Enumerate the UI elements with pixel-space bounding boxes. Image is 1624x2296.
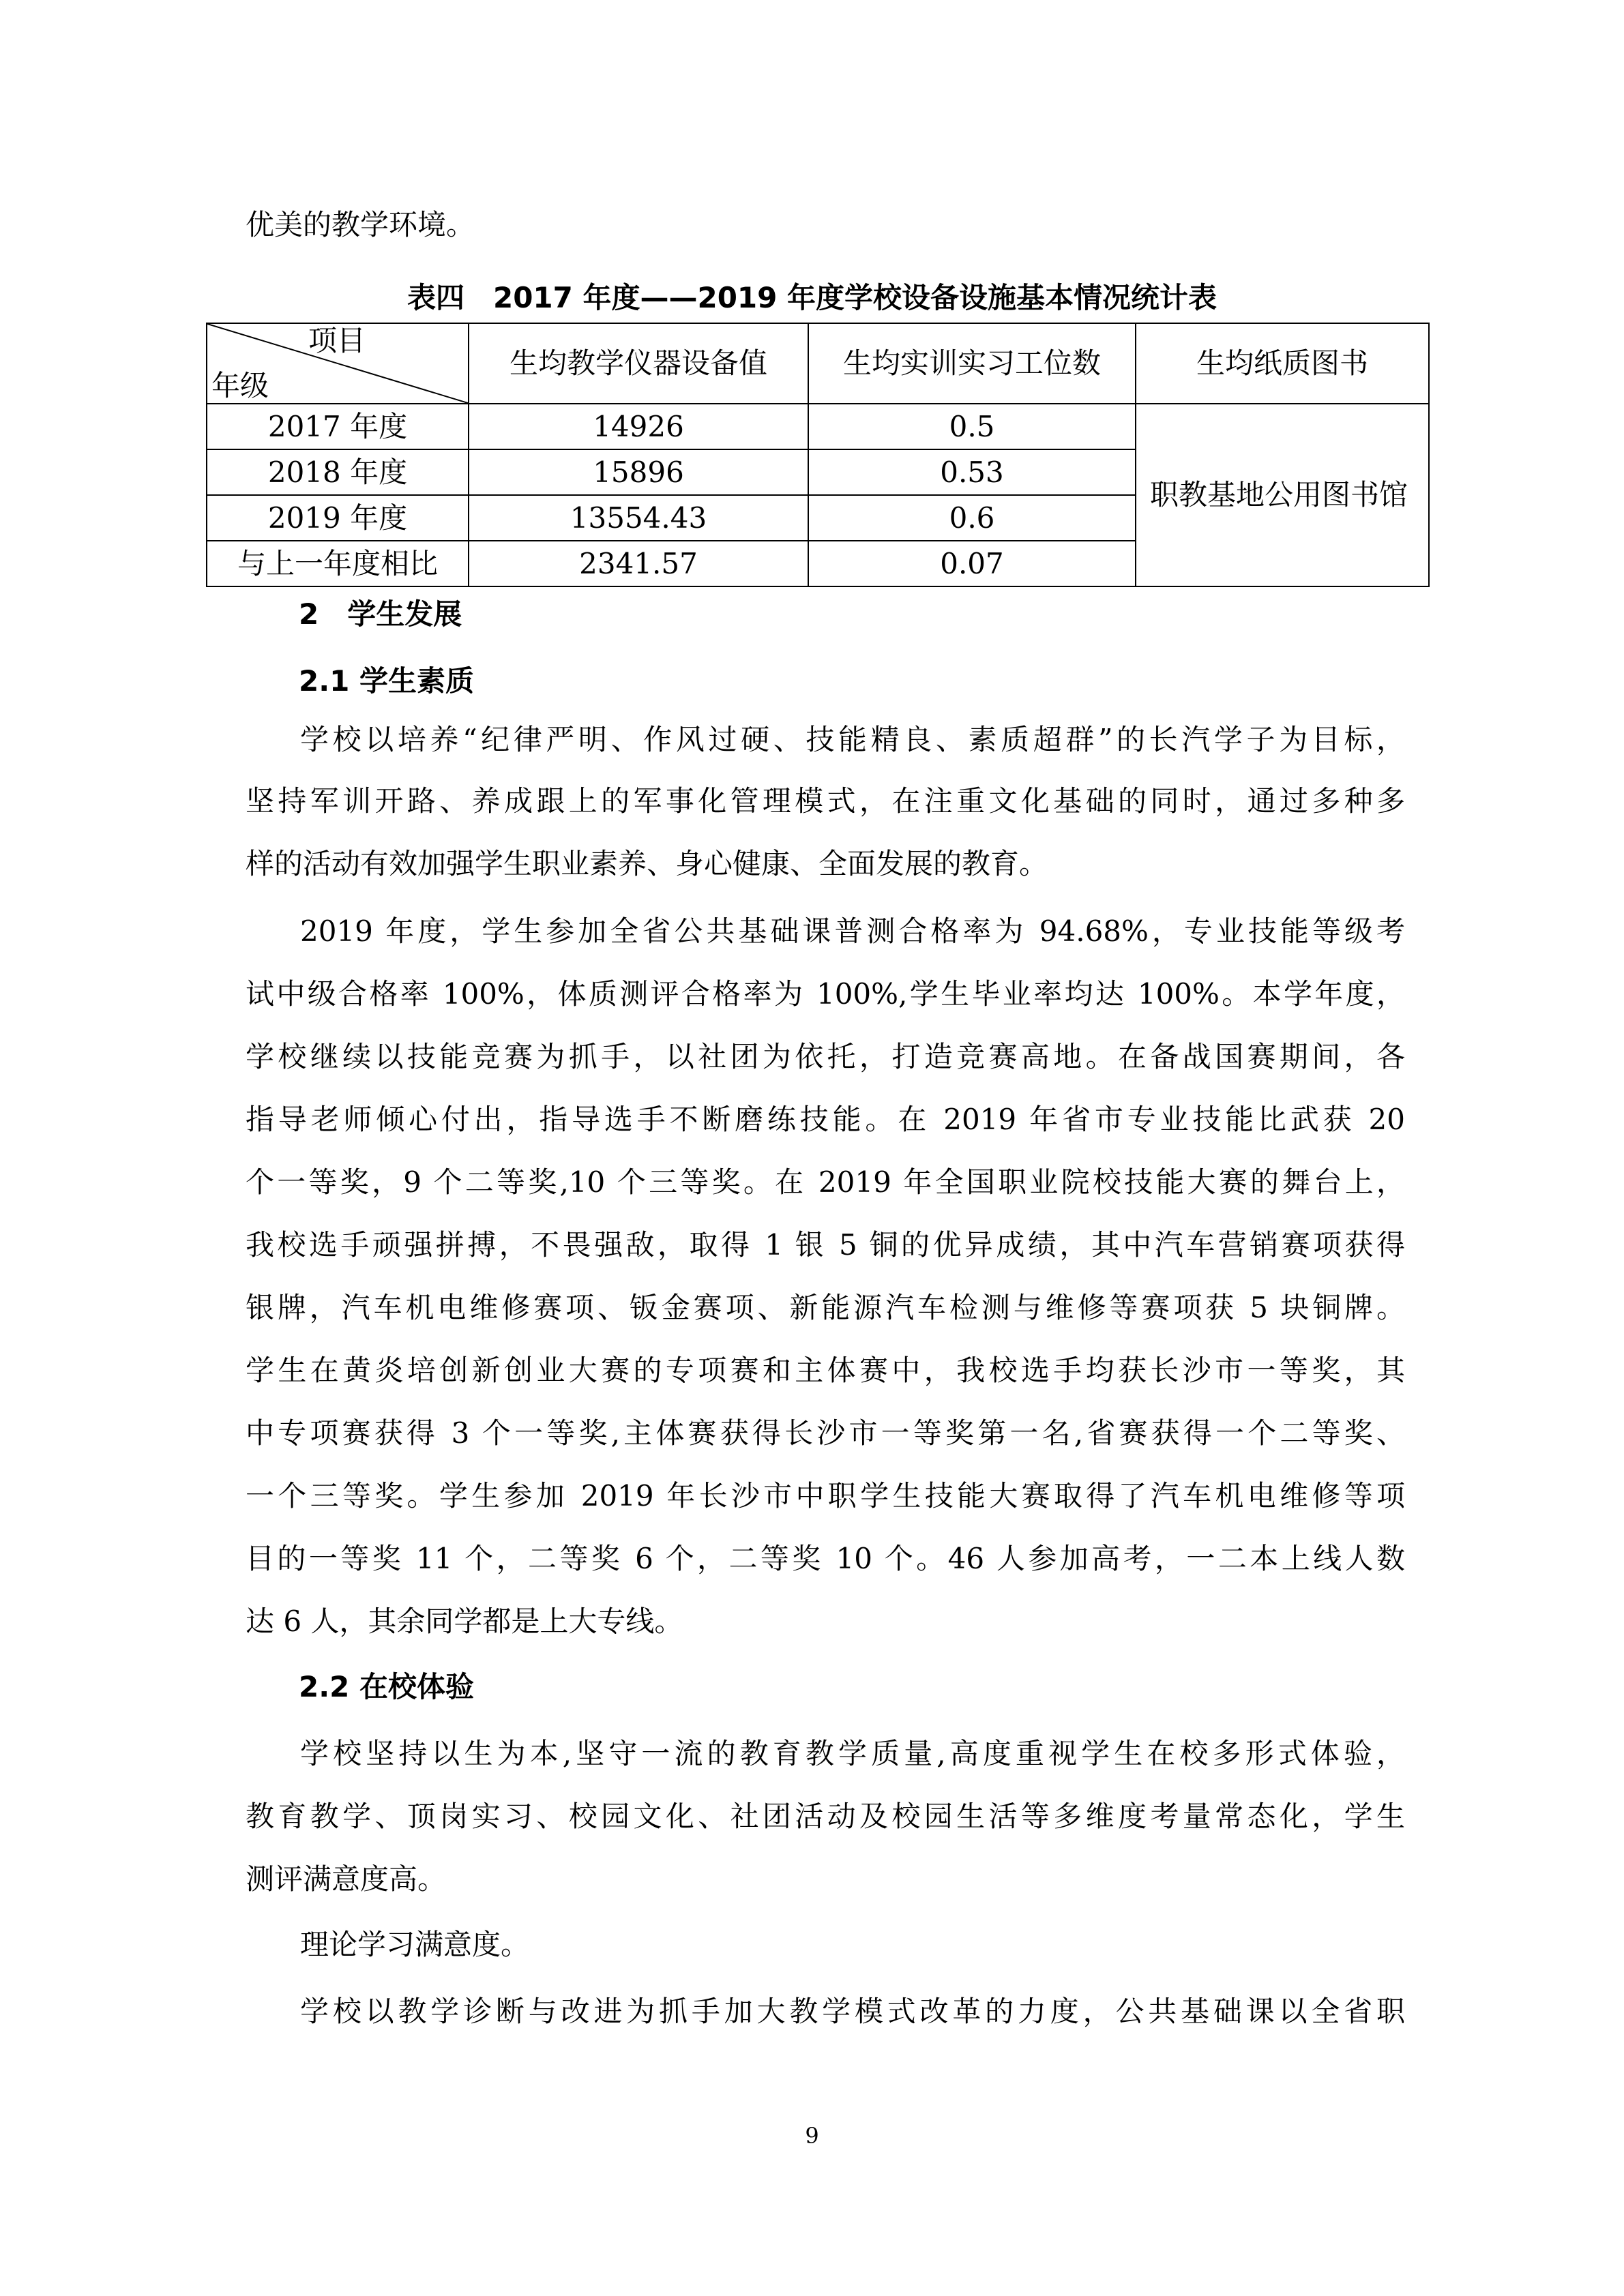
- paragraph-line: 教育教学、顶岗实习、校园文化、社团活动及校园生活等多维度考量常态化，学生: [246, 1800, 1405, 1833]
- subsection-heading: 2.1 学生素质: [299, 664, 475, 698]
- paragraph-line: 个一等奖，9 个二等奖,10 个三等奖。在 2019 年全国职业院校技能大赛的舞台上，: [246, 1165, 1405, 1199]
- row-label: 2018 年度: [207, 449, 469, 495]
- table-row: [207, 404, 1429, 449]
- table-title: 表四 2017 年度——2019 年度学校设备设施基本情况统计表: [407, 281, 1217, 314]
- instrument-value: 2341.57: [469, 541, 808, 586]
- paragraph-line: 指导老师倾心付出，指导选手不断磨练技能。在 2019 年省市专业技能比武获 20: [246, 1103, 1405, 1136]
- paragraph-line: 学生在黄炎培创新创业大赛的专项赛和主体赛中，我校选手均获长沙市一等奖，其: [246, 1354, 1405, 1387]
- corner-header-cell: [207, 323, 469, 404]
- row-label: 2019 年度: [207, 495, 469, 541]
- stations-value: 0.07: [808, 541, 1136, 586]
- paragraph-line: 学校以培养“纪律严明、作风过硬、技能精良、素质超群”的长汽学子为目标，: [300, 723, 1405, 756]
- books-merged-cell: 职教基地公用图书馆: [1136, 404, 1429, 586]
- header-instrument-value: 生均教学仪器设备值: [469, 323, 808, 404]
- paragraph-line: 2019 年度，学生参加全省公共基础课普测合格率为 94.68%，专业技能等级考: [300, 914, 1405, 948]
- corner-label-grade: 年级: [211, 369, 269, 402]
- section-heading: 2 学生发展: [299, 597, 462, 631]
- table-header-row: [207, 323, 1429, 404]
- paragraph-line: 学校继续以技能竞赛为抓手，以社团为依托，打造竞赛高地。在备战国赛期间，各: [246, 1040, 1405, 1073]
- paragraph-line: 达 6 人，其余同学都是上大专线。: [246, 1605, 683, 1638]
- row-label: 与上一年度相比: [207, 541, 469, 586]
- stations-value: 0.6: [808, 495, 1136, 541]
- paragraph-line: 试中级合格率 100%，体质测评合格率为 100%,学生毕业率均达 100%。本学年度，: [246, 977, 1405, 1011]
- stations-value: 0.5: [808, 404, 1136, 449]
- instrument-value: 14926: [469, 404, 808, 449]
- instrument-value: 13554.43: [469, 495, 808, 541]
- paragraph-line: 我校选手顽强拼搏，不畏强敌，取得 1 银 5 铜的优异成绩，其中汽车营销赛项获得: [246, 1228, 1405, 1262]
- paragraph-line: 理论学习满意度。: [300, 1928, 530, 1961]
- corner-label-item: 项目: [308, 324, 366, 357]
- subsection-heading: 2.2 在校体验: [299, 1670, 475, 1703]
- paragraph-line: 坚持军训开路、养成跟上的军事化管理模式，在注重文化基础的同时，通过多种多: [246, 784, 1405, 818]
- paragraph-line: 测评满意度高。: [246, 1862, 447, 1896]
- page-number: 9: [805, 2123, 819, 2149]
- paragraph-line: 银牌，汽车机电维修赛项、钣金赛项、新能源汽车检测与维修等赛项获 5 块铜牌。: [246, 1291, 1405, 1324]
- stations-value: 0.53: [808, 449, 1136, 495]
- paragraph-line: 一个三等奖。学生参加 2019 年长沙市中职学生技能大赛取得了汽车机电维修等项: [246, 1479, 1405, 1512]
- paragraph-line: 样的活动有效加强学生职业素养、身心健康、全面发展的教育。: [246, 847, 1048, 880]
- equipment-stats-table: [206, 323, 1430, 587]
- header-training-stations: 生均实训实习工位数: [808, 323, 1136, 404]
- instrument-value: 15896: [469, 449, 808, 495]
- paragraph-line: 目的一等奖 11 个，二等奖 6 个，二等奖 10 个。46 人参加高考，一二本上线人数: [246, 1542, 1405, 1575]
- paragraph-line: 学校坚持以生为本,坚守一流的教育教学质量,高度重视学生在校多形式体验，: [300, 1737, 1405, 1770]
- paragraph-line: 学校以教学诊断与改进为抓手加大教学模式改革的力度，公共基础课以全省职: [300, 1995, 1405, 2028]
- row-label: 2017 年度: [207, 404, 469, 449]
- header-paper-books: 生均纸质图书: [1136, 323, 1429, 404]
- intro-line: 优美的教学环境。: [246, 208, 475, 241]
- paragraph-line: 中专项赛获得 3 个一等奖,主体赛获得长沙市一等奖第一名,省赛获得一个二等奖、: [246, 1416, 1405, 1450]
